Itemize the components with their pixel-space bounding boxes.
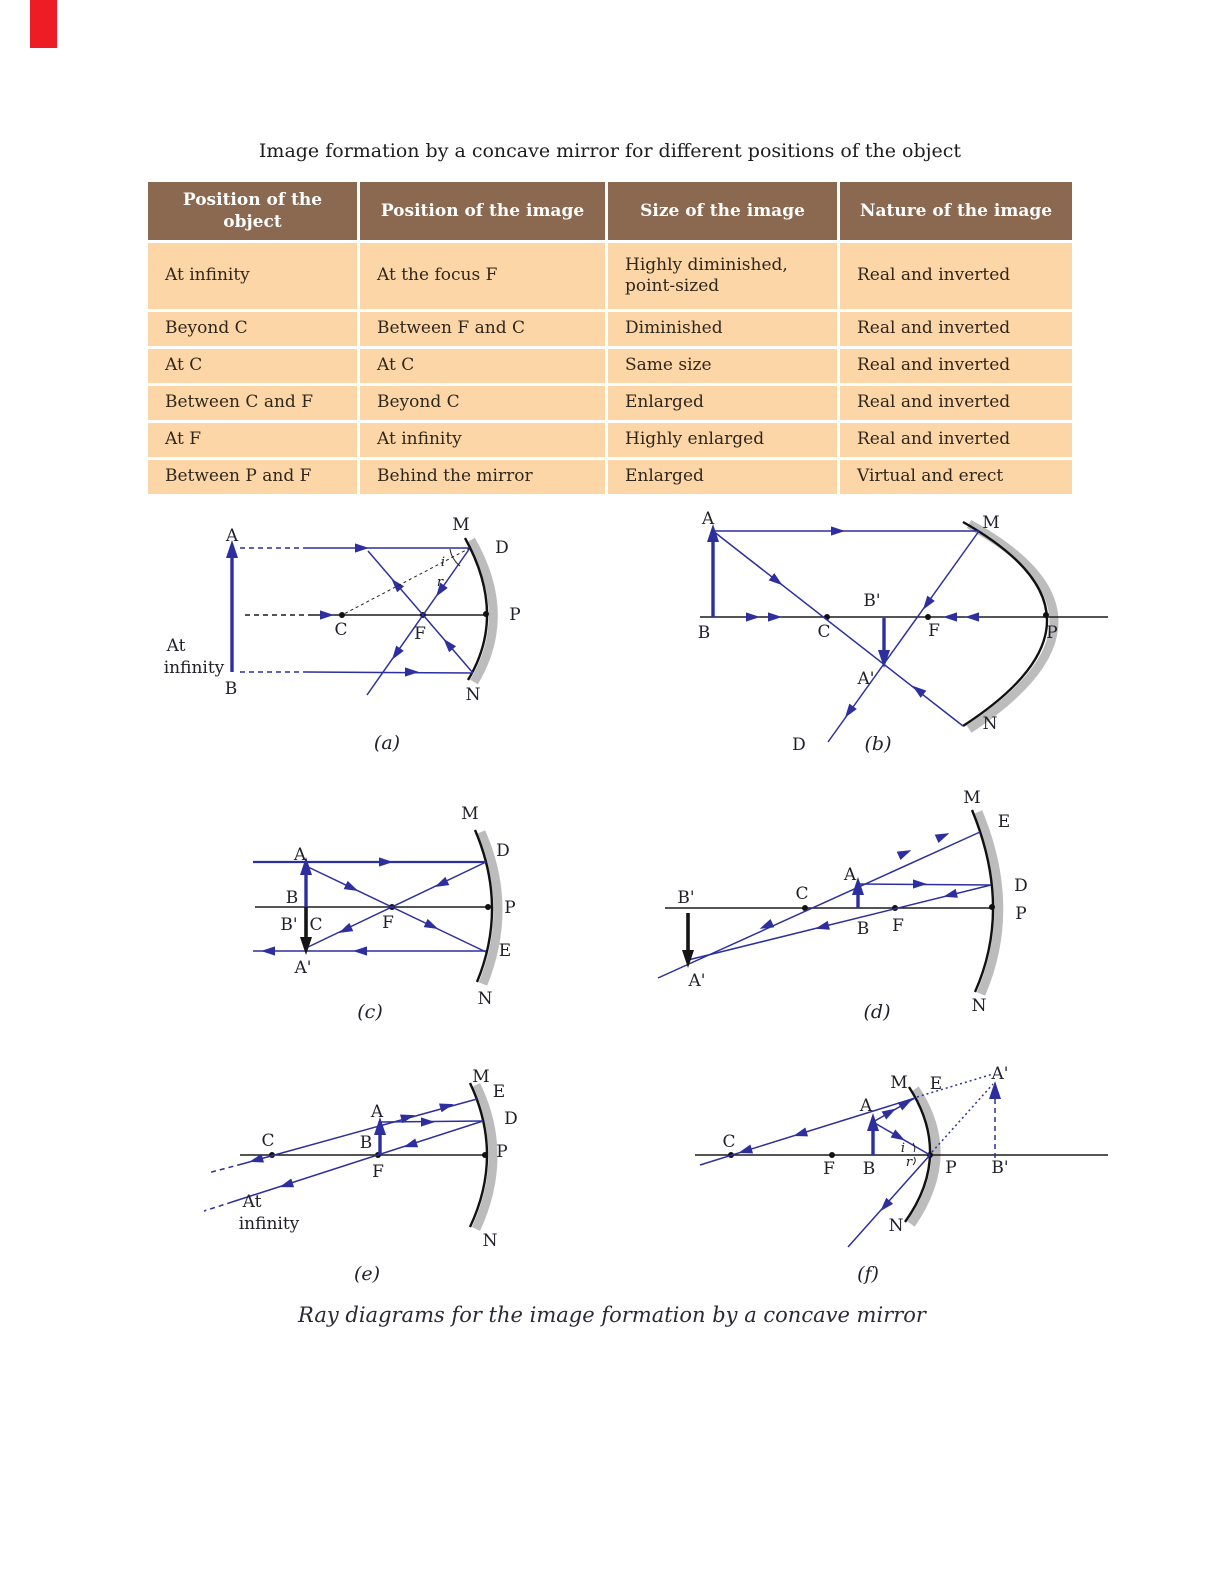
label: F [414, 624, 426, 644]
ray-diagram-f [660, 1040, 1120, 1290]
label: C [261, 1131, 275, 1151]
diagram-caption: (a) [373, 732, 401, 754]
column-header: Size of the image [608, 182, 837, 240]
column-header: Position of the image [360, 182, 605, 240]
label: P [504, 898, 516, 918]
ray-diagram-b [680, 495, 1120, 765]
label: B [856, 919, 870, 939]
incident-rays [240, 543, 473, 676]
table-cell: Between F and C [360, 312, 605, 346]
label: B' [280, 915, 298, 935]
label: M [452, 515, 470, 535]
label: A [843, 865, 857, 885]
label: D [792, 735, 806, 755]
label: F [892, 916, 904, 936]
label: D [504, 1109, 518, 1129]
table-cell: Real and inverted [840, 386, 1072, 420]
label: A [701, 509, 715, 529]
mirror [465, 538, 493, 682]
column-header: Nature of the image [840, 182, 1072, 240]
label: D [1014, 876, 1028, 896]
label: A [293, 845, 307, 865]
label: P [509, 605, 521, 625]
table-cell: Real and inverted [840, 312, 1072, 346]
label: F [382, 913, 394, 933]
principal-axis [665, 904, 995, 911]
label: B [285, 888, 299, 908]
at-infinity-label: At [242, 1192, 262, 1212]
diagram-caption: (b) [864, 733, 892, 755]
table-cell: Highly diminished, point-sized [608, 243, 837, 309]
label: C [795, 884, 809, 904]
table-cell: At infinity [360, 423, 605, 457]
table-cell: Virtual and erect [840, 460, 1072, 494]
at-infinity-label: At [166, 636, 186, 656]
at-infinity-label: infinity [163, 658, 225, 678]
label: C [817, 622, 831, 642]
label: P [1046, 623, 1058, 643]
diagram-caption: (e) [353, 1263, 381, 1285]
label: A [859, 1096, 873, 1116]
table-cell: Highly enlarged [608, 423, 837, 457]
object-arrow [226, 540, 238, 672]
label: A' [294, 958, 312, 978]
label: D [496, 841, 510, 861]
table-cell: Beyond C [360, 386, 605, 420]
red-page-marker [30, 0, 57, 48]
label: E [498, 941, 512, 961]
table-cell: Same size [608, 349, 837, 383]
ray-diagram-a [140, 510, 570, 760]
label: F [372, 1162, 384, 1182]
label: N [482, 1231, 498, 1251]
angle-r-label: r [905, 1155, 913, 1170]
label: M [461, 804, 479, 824]
diagram-caption: (f) [857, 1263, 879, 1285]
label: N [888, 1216, 904, 1236]
virtual-image-arrow [989, 1081, 1001, 1158]
reflected-rays [828, 531, 979, 742]
at-infinity-label: infinity [238, 1214, 300, 1234]
label: B [224, 679, 238, 699]
label: E [929, 1074, 943, 1094]
label: F [823, 1159, 835, 1179]
ray-diagram-e [170, 1050, 590, 1290]
table-cell: At F [148, 423, 357, 457]
table-cell: At the focus F [360, 243, 605, 309]
mirror [963, 522, 1054, 729]
table-cell: Between C and F [148, 386, 357, 420]
label: F [928, 621, 940, 641]
label: M [890, 1073, 908, 1093]
label: P [1015, 904, 1027, 924]
table-cell: Between P and F [148, 460, 357, 494]
table-cell: Behind the mirror [360, 460, 605, 494]
table-cell: At C [360, 349, 605, 383]
table-cell: Real and inverted [840, 243, 1072, 309]
label: P [945, 1158, 957, 1178]
normal-line [342, 548, 470, 615]
image-arrow [682, 913, 694, 968]
label: B' [863, 591, 881, 611]
table-cell: At C [148, 349, 357, 383]
label: C [309, 915, 323, 935]
incident-rays [242, 1099, 483, 1164]
label: A' [688, 971, 706, 991]
table-cell: Real and inverted [840, 423, 1072, 457]
ray-diagram-c [210, 780, 600, 1030]
table-cell: Enlarged [608, 386, 837, 420]
table-cell: Beyond C [148, 312, 357, 346]
table-title: Image formation by a concave mirror for different positions of the object [258, 140, 962, 162]
label: B [359, 1133, 373, 1153]
column-header: Position of the object [148, 182, 357, 240]
label: D [495, 538, 509, 558]
diagram-caption: (d) [863, 1001, 891, 1023]
principal-axis [245, 610, 489, 619]
angle-marks [913, 1143, 915, 1165]
table-cell: Real and inverted [840, 349, 1072, 383]
angle-i-label: i [440, 555, 446, 570]
label: A' [857, 669, 875, 689]
image-formation-table [148, 182, 1072, 494]
label: E [997, 812, 1011, 832]
angle-r-label: r [436, 575, 444, 590]
label: M [963, 788, 981, 808]
mirror [470, 1083, 493, 1229]
label: E [492, 1082, 506, 1102]
label: P [496, 1142, 508, 1162]
diagram-caption: (c) [357, 1001, 383, 1023]
figure-caption: Ray diagrams for the image formation by a concave mirror [298, 1303, 926, 1327]
label: C [722, 1132, 736, 1152]
table-cell: Diminished [608, 312, 837, 346]
object-arrow [707, 524, 719, 617]
reflected-rays [253, 862, 486, 956]
label: N [477, 989, 493, 1009]
label: B' [677, 888, 695, 908]
label: C [334, 620, 348, 640]
label: B [697, 623, 711, 643]
label: A' [991, 1064, 1009, 1084]
table-cell: At infinity [148, 243, 357, 309]
ray-diagram-d [640, 770, 1090, 1023]
label: A [370, 1102, 384, 1122]
label: B [862, 1159, 876, 1179]
table-cell: Enlarged [608, 460, 837, 494]
mirror [972, 810, 999, 994]
label: A [225, 526, 239, 546]
angle-i-label: i [900, 1141, 906, 1156]
label: M [472, 1067, 490, 1087]
label: M [982, 513, 1000, 533]
label: N [982, 714, 998, 734]
label: N [465, 685, 481, 705]
label: N [971, 996, 987, 1016]
label: B' [991, 1158, 1009, 1178]
